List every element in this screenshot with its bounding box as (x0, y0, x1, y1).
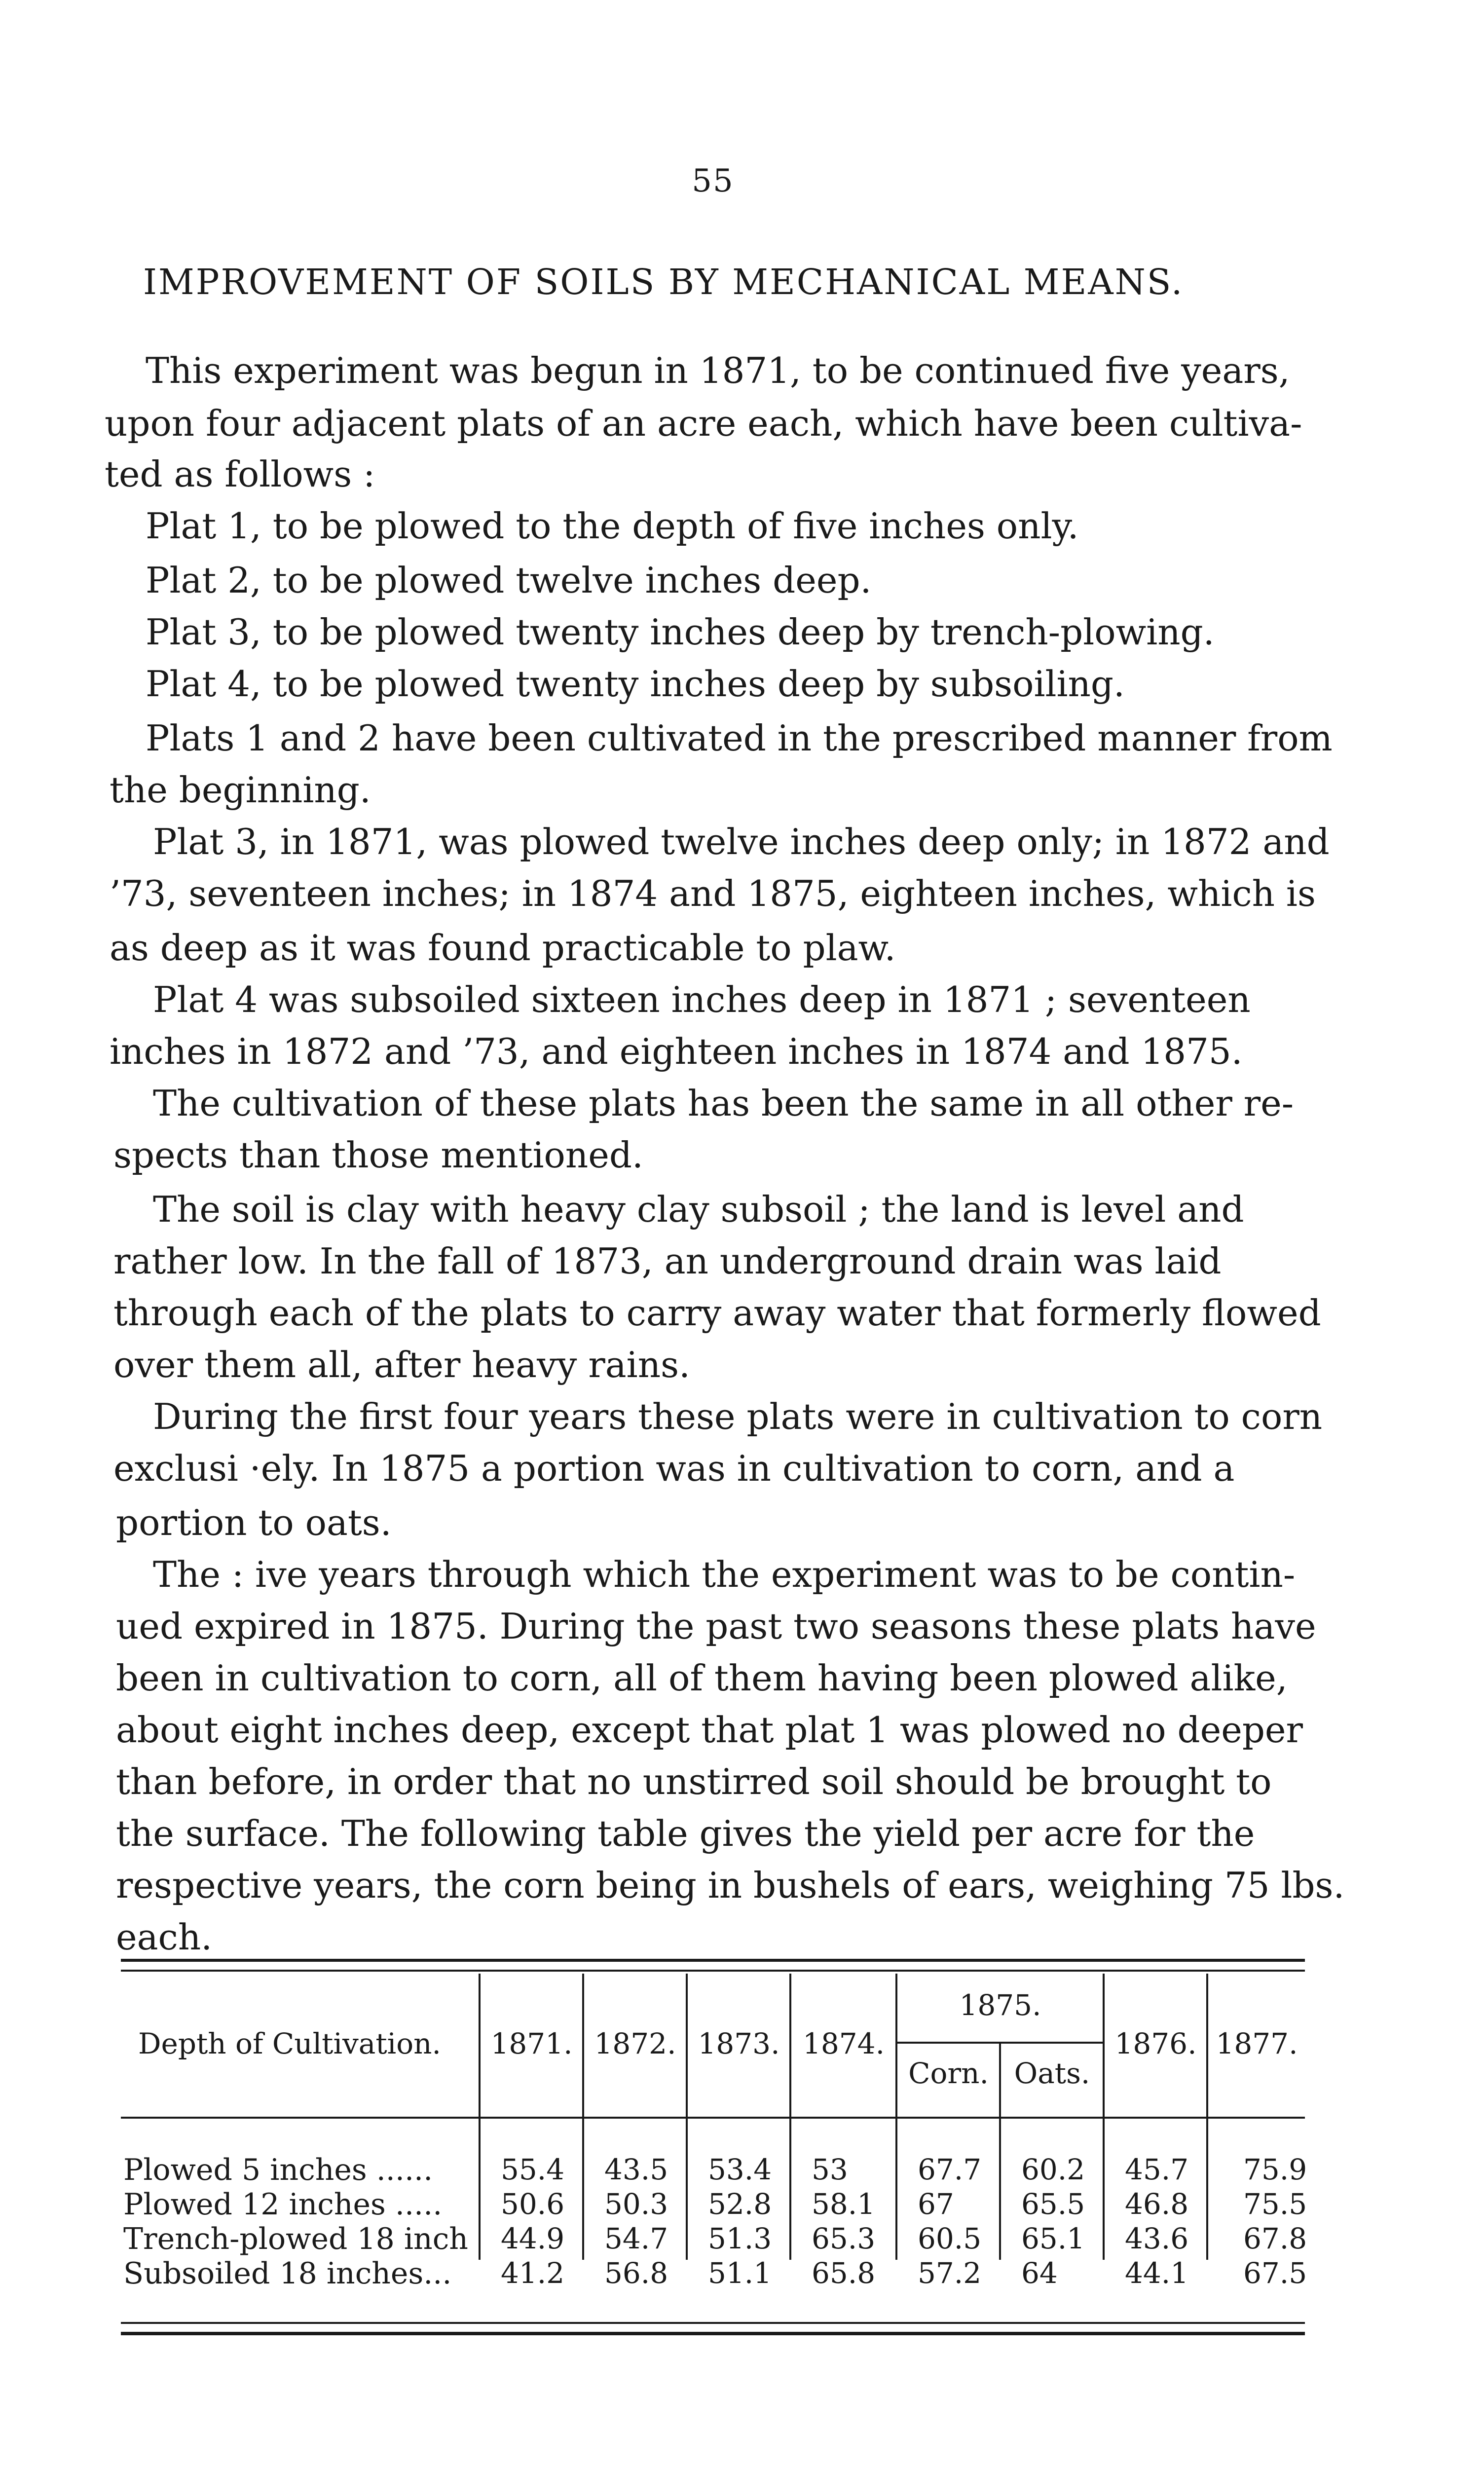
table-cell: 67.5 (1243, 2256, 1307, 2290)
body-line: Plat 4, to be plowed twenty inches deep by subsoiling. (146, 663, 1125, 705)
table-cell: 56.8 (604, 2256, 668, 2290)
table-cell: 75.5 (1243, 2187, 1307, 2221)
body-line: over them all, after heavy rains. (113, 1344, 690, 1385)
table-header-depth: Depth of Cultivation. (138, 2027, 441, 2060)
table-cell: 52.8 (708, 2187, 772, 2221)
body-line: The : ive years through which the experiment was to be contin- (153, 1554, 1296, 1595)
table-header-year: 1874. (802, 2027, 885, 2060)
table-rule (121, 1970, 1305, 1972)
table-cell: 60.2 (1021, 2153, 1085, 2186)
group-subheader-rule (895, 2042, 1103, 2044)
table-column-divider (895, 1974, 897, 2260)
table-column-divider (999, 2043, 1001, 2260)
table-header-group-year: 1875. (959, 1988, 1041, 2022)
body-line: than before, in order that no unstirred soil should be brought to (116, 1761, 1272, 1802)
row-label: Plowed 12 inches ..... (123, 2187, 443, 2222)
page-number: 55 (692, 163, 734, 199)
table-header-year: 1873. (698, 2027, 780, 2060)
body-line: Plat 3, in 1871, was plowed twelve inches deep only; in 1872 and (153, 821, 1330, 862)
body-line: This experiment was begun in 1871, to be continued five years, (146, 350, 1290, 391)
section-title: IMPROVEMENT OF SOILS BY MECHANICAL MEANS. (143, 262, 1184, 302)
table-cell: 43.5 (604, 2153, 668, 2186)
body-line: upon four adjacent plats of an acre each, which have been cultiva- (105, 403, 1302, 444)
table-cell: 65.8 (812, 2256, 876, 2290)
table-header-corn: Corn. (908, 2056, 989, 2090)
table-rule (121, 1959, 1305, 1962)
table-cell: 41.2 (501, 2256, 565, 2290)
table-rule (121, 2322, 1305, 2324)
table-cell: 54.7 (604, 2222, 668, 2255)
body-line: each. (116, 1916, 213, 1958)
table-column-divider (1206, 1974, 1208, 2260)
table-cell: 50.6 (501, 2187, 565, 2221)
body-line: Plat 4 was subsoiled sixteen inches deep in 1871 ; seventeen (153, 979, 1251, 1020)
table-cell: 65.5 (1021, 2187, 1085, 2221)
body-line: Plat 2, to be plowed twelve inches deep. (146, 560, 872, 601)
table-cell: 60.5 (918, 2222, 982, 2255)
row-label: Subsoiled 18 inches... (123, 2256, 452, 2291)
table-column-divider (582, 1974, 584, 2260)
table-cell: 51.1 (708, 2256, 772, 2290)
body-line: been in cultivation to corn, all of them having been plowed alike, (116, 1657, 1288, 1699)
table-cell: 53.4 (708, 2153, 772, 2186)
body-line: The soil is clay with heavy clay subsoil ; the land is level and (153, 1189, 1244, 1230)
body-line: The cultivation of these plats has been the same in all other re- (153, 1083, 1294, 1124)
body-line: through each of the plats to carry away water that formerly flowed (113, 1292, 1321, 1334)
body-line: portion to oats. (116, 1502, 392, 1543)
table-cell: 43.6 (1125, 2222, 1189, 2255)
table-header-year: 1871. (490, 2027, 573, 2060)
table-cell: 44.9 (501, 2222, 565, 2255)
table-cell: 67 (918, 2187, 954, 2221)
table-column-divider (789, 1974, 791, 2260)
row-label: Plowed 5 inches ...... (123, 2153, 433, 2187)
table-header-year: 1876. (1114, 2027, 1197, 2060)
table-cell: 65.1 (1021, 2222, 1085, 2255)
table-cell: 75.9 (1243, 2153, 1307, 2186)
table-cell: 58.1 (812, 2187, 876, 2221)
body-line: ued expired in 1875. During the past two seasons these plats have (116, 1606, 1316, 1647)
table-header-year: 1872. (594, 2027, 676, 2060)
table-cell: 51.3 (708, 2222, 772, 2255)
body-line: Plat 3, to be plowed twenty inches deep by trench-plowing. (146, 611, 1215, 653)
table-cell: 46.8 (1125, 2187, 1189, 2221)
table-cell: 55.4 (501, 2153, 565, 2186)
body-line: the beginning. (110, 769, 371, 811)
body-line: the surface. The following table gives the yield per acre for the (116, 1813, 1255, 1854)
table-cell: 67.7 (918, 2153, 982, 2186)
body-line: exclusi ·ely. In 1875 a portion was in cultivation to corn, and a (113, 1448, 1235, 1489)
table-header-year: 1877. (1216, 2027, 1298, 2060)
table-column-divider (479, 1974, 481, 2260)
table-rule (121, 2117, 1305, 2119)
body-line: about eight inches deep, except that plat 1 was plowed no deeper (116, 1709, 1303, 1751)
body-line: During the first four years these plats were in cultivation to corn (153, 1396, 1323, 1437)
body-line: respective years, the corn being in bushels of ears, weighing 75 lbs. (116, 1865, 1345, 1906)
body-line: ted as follows : (105, 453, 375, 495)
table-cell: 45.7 (1125, 2153, 1189, 2186)
table-cell: 65.3 (812, 2222, 876, 2255)
body-line: as deep as it was found practicable to plaw. (110, 927, 896, 969)
body-line: Plat 1, to be plowed to the depth of five inches only. (146, 505, 1079, 547)
body-line: spects than those mentioned. (113, 1134, 643, 1176)
table-cell: 53 (812, 2153, 848, 2186)
table-cell: 50.3 (604, 2187, 668, 2221)
table-cell: 57.2 (918, 2256, 982, 2290)
table-rule (121, 2332, 1305, 2335)
body-line: inches in 1872 and ’73, and eighteen inches in 1874 and 1875. (110, 1031, 1243, 1072)
table-column-divider (1103, 1974, 1105, 2260)
table-cell: 44.1 (1125, 2256, 1189, 2290)
row-label: Trench-plowed 18 inch (123, 2222, 468, 2256)
body-line: ’73, seventeen inches; in 1874 and 1875, eighteen inches, which is (110, 873, 1316, 914)
table-cell: 64 (1021, 2256, 1058, 2290)
body-line: rather low. In the fall of 1873, an underground drain was laid (113, 1240, 1222, 1282)
table-column-divider (686, 1974, 688, 2260)
table-cell: 67.8 (1243, 2222, 1307, 2255)
body-line: Plats 1 and 2 have been cultivated in the prescribed manner from (146, 717, 1333, 759)
table-header-oats: Oats. (1014, 2056, 1090, 2090)
